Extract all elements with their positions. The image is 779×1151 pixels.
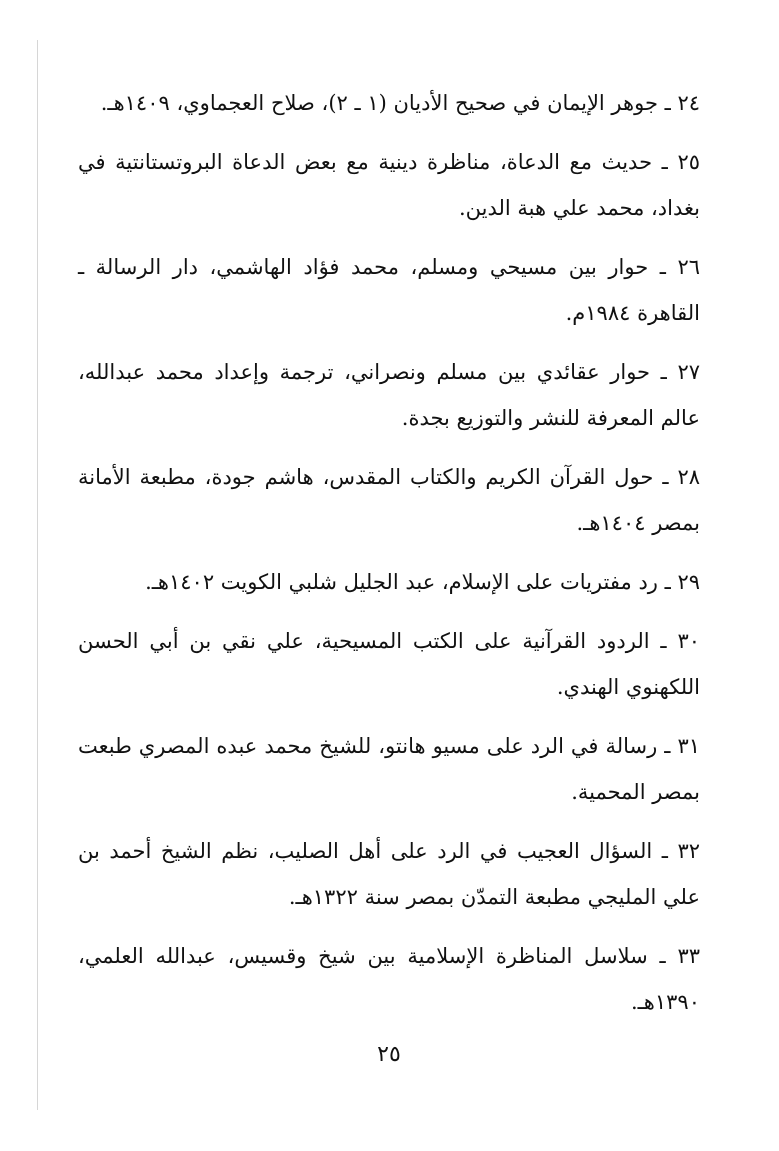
bibliography-entry-26: ٢٦ ـ حوار بين مسيحي ومسلم، محمد فؤاد الهاشمي، دار الرسالة ـ القاهرة ١٩٨٤م.	[78, 255, 700, 325]
bibliography-entry-24: ٢٤ ـ جوهر الإيمان في صحيح الأديان (١ ـ ٢)، صلاح العجماوي، ١٤٠٩هـ.	[100, 91, 700, 115]
bibliography-entry-27: ٢٧ ـ حوار عقائدي بين مسلم ونصراني، ترجمة وإعداد محمد عبدالله، عالم المعرفة للنشر والتوزيع بجدة.	[78, 360, 700, 430]
bibliography-entry-28: ٢٨ ـ حول القرآن الكريم والكتاب المقدس، هاشم جودة، مطبعة الأمانة بمصر ١٤٠٤هـ.	[78, 465, 700, 535]
page-number: ٢٥	[377, 1042, 401, 1067]
bibliography-entry-25: ٢٥ ـ حديث مع الدعاة، مناظرة دينية مع بعض الدعاة البروتستانتية في بغداد، محمد علي هبة الدين.	[78, 150, 700, 220]
bibliography-entry-33: ٣٣ ـ سلاسل المناظرة الإسلامية بين شيخ وقسيس، عبدالله العلمي، ١٣٩٠هـ.	[78, 944, 700, 1014]
bibliography-list	[78, 80, 700, 1038]
bibliography-entry-32: ٣٢ ـ السؤال العجيب في الرد على أهل الصليب، نظم الشيخ أحمد بن علي المليجي مطبعة التمدّن بمصر سنة ١٣٢٢هـ.	[78, 839, 700, 909]
bibliography-entry-31: ٣١ ـ رسالة في الرد على مسيو هانتو، للشيخ محمد عبده المصري طبعت بمصر المحمية.	[78, 734, 700, 804]
bibliography-entry-29: ٢٩ ـ رد مفتريات على الإسلام، عبد الجليل شلبي الكويت ١٤٠٢هـ.	[145, 570, 700, 594]
bibliography-entry-30: ٣٠ ـ الردود القرآنية على الكتب المسيحية، علي نقي بن أبي الحسن اللكهنوي الهندي.	[78, 629, 700, 699]
page-margin-line	[37, 40, 38, 1110]
